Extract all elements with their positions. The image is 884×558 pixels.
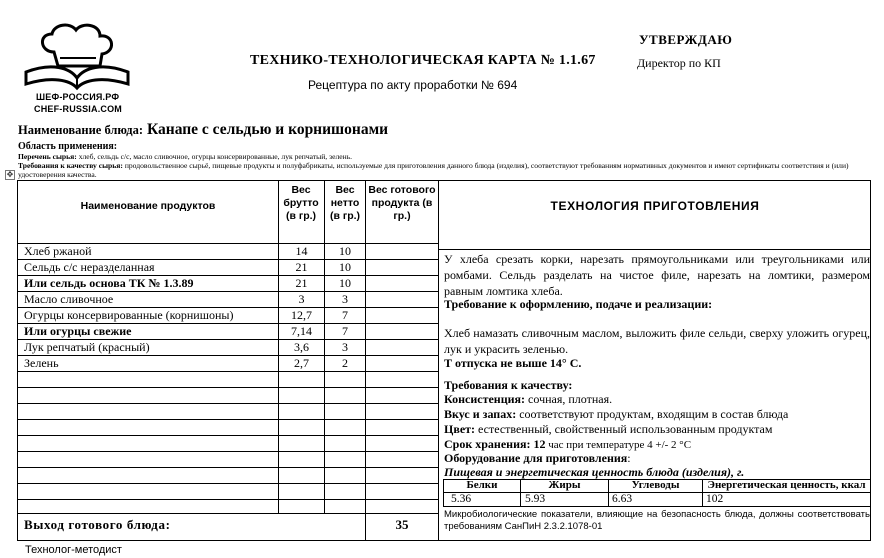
taste-value: соответствуют продуктам, входящим в состав блюда — [516, 407, 789, 421]
ingredient-label: огурцы свежие — [46, 324, 132, 338]
microbiology-note: Микробиологические показатели, влияющие на безопасность блюда, должны соответствовать требованиям СанПиН 2.3.2.1078-01 — [444, 509, 870, 532]
tech-step-1: У хлеба срезать корки, нарезать прямоугольниками или треугольниками или ромбами. Сельдь разделать на чистое филе, нарезать на ломтики, размером равным ломтика хлеба. — [444, 252, 870, 298]
director-title: Директор по КП — [637, 56, 721, 70]
technologist-signature-label: Технолог-методист — [25, 544, 122, 556]
ingredient-label: Зелень — [24, 356, 59, 370]
ingredient-gross: 21 — [295, 276, 308, 290]
design-requirements-label: Требование к оформлению, подаче и реализации: — [444, 297, 713, 311]
ingredient-net: 3 — [342, 292, 348, 306]
consistency-line — [444, 391, 870, 407]
ingredient-label: Лук репчатый (красный) — [24, 340, 150, 354]
recipe-act: Рецептура по акту проработки № 694 — [308, 78, 518, 92]
color-line — [444, 421, 870, 437]
ingredient-name — [24, 308, 233, 322]
equipment-label: Оборудование для приготовления — [444, 451, 628, 465]
consistency-label: Консистенция: — [444, 392, 526, 406]
nutrition-value-fat: 5.93 — [525, 493, 546, 505]
output-value: 35 — [395, 517, 409, 532]
ingredient-name — [24, 324, 131, 338]
taste-label: Вкус и запах: — [444, 407, 517, 421]
dish-name: Канапе с сельдью и корнишонами — [146, 121, 389, 138]
consistency-value: сочная, плотная. — [525, 392, 613, 406]
table-move-handle-icon[interactable]: ✥ — [6, 170, 14, 179]
storage-unit: час — [545, 439, 564, 451]
ingredient-name — [24, 340, 150, 354]
header-gross: Вес брутто (в гр.) — [283, 184, 319, 222]
raw-list — [18, 152, 352, 161]
storage-temp: при температуре 4 +/- 2 °С — [563, 439, 692, 451]
ingredient-label: Масло сливочное — [24, 292, 114, 306]
ingredient-net: 7 — [342, 308, 348, 322]
nutrition-header-energy: Энергетическая ценность, ккал — [707, 479, 866, 491]
ingredient-net: 3 — [342, 340, 348, 354]
nutrition-header-carbs: Углеводы — [631, 479, 680, 491]
tech-step-2: Хлеб намазать сливочным маслом, выложить филе сельди, сверху уложить огурец, лук и украсить зеленью. — [444, 326, 870, 356]
chef-russia-logo — [22, 22, 132, 122]
logo-site-en: CHEF-RUSSIA.COM — [34, 104, 122, 114]
equipment-line — [444, 450, 870, 466]
raw-requirements-label: Требования к качеству сырья: — [18, 161, 123, 170]
equipment-colon: : — [627, 451, 631, 465]
dish-line — [18, 121, 388, 139]
ingredient-gross: 7,14 — [291, 324, 312, 338]
serving-temperature: Т отпуска не выше 14° С. — [444, 356, 582, 370]
area-label: Область применения: — [18, 141, 118, 152]
approve-heading: УТВЕРЖДАЮ — [639, 32, 733, 47]
ingredient-gross: 14 — [295, 244, 308, 258]
ingredient-net: 10 — [339, 276, 351, 290]
ingredient-name — [24, 244, 92, 258]
color-value: естественный, свойственный использованным продуктам — [475, 422, 773, 436]
chef-hat-book-icon — [22, 22, 132, 92]
output-label: Выход готового блюда: — [24, 517, 171, 532]
raw-list-label: Перечень сырья: — [18, 152, 77, 161]
raw-list-text: хлеб, сельдь с/с, масло сливочное, огурцы консервированные, лук репчатый, зелень. — [76, 152, 353, 161]
storage-hours: 12 — [530, 437, 546, 451]
ingredient-name — [24, 260, 155, 274]
ingredient-gross: 12,7 — [291, 308, 312, 322]
taste-line — [444, 406, 870, 422]
header-technology: ТЕХНОЛОГИЯ ПРИГОТОВЛЕНИЯ — [550, 199, 760, 213]
raw-requirements — [18, 161, 868, 179]
nutrition-value-energy: 102 — [706, 493, 724, 505]
dish-label: Наименование блюда: — [18, 123, 143, 137]
energy-title: Пищевая и энергетическая ценность блюда (изделия), г. — [444, 465, 745, 479]
ingredient-name — [24, 276, 193, 290]
card-title: ТЕХНИКО-ТЕХНОЛОГИЧЕСКАЯ КАРТА № 1.1.67 — [250, 53, 596, 68]
nutrition-header-protein: Белки — [466, 479, 498, 491]
ingredient-net: 10 — [339, 244, 351, 258]
ingredient-label: сельдь основа ТК № 1.3.89 — [46, 276, 194, 290]
ingredient-name — [24, 292, 113, 306]
nutrition-value-carbs: 6.63 — [612, 493, 633, 505]
ingredient-prefix: Или — [24, 324, 47, 338]
ingredient-name — [24, 356, 59, 370]
ingredient-label: Сельдь с/с неразделанная — [24, 260, 155, 274]
header-ready: Вес готового продукта (в гр.) — [368, 184, 436, 222]
nutrition-value-protein: 5.36 — [451, 493, 472, 505]
color-label: Цвет: — [444, 422, 476, 436]
raw-requirements-text: продовольственное сырьё, пищевые продукты и полуфабрикаты, используемые для приготовления данного блюда (изделия), соответствуют требованиям нормативных документов и имеют сертификаты соответствия и (или) удостоверения качества. — [18, 161, 849, 179]
header-product: Наименование продуктов — [80, 200, 216, 212]
ingredient-gross: 21 — [295, 260, 308, 274]
ingredient-net: 7 — [342, 324, 348, 338]
ingredient-net: 2 — [342, 356, 348, 370]
ingredient-gross: 3 — [298, 292, 305, 306]
ingredient-label: Огурцы консервированные (корнишоны) — [24, 308, 234, 322]
nutrition-header-fat: Жиры — [548, 479, 581, 491]
ingredient-prefix: Или — [24, 276, 47, 290]
ingredient-label: Хлеб ржаной — [24, 244, 92, 258]
ingredient-net: 10 — [339, 260, 351, 274]
quality-label: Требования к качеству: — [444, 378, 573, 392]
header-net: Вес нетто (в гр.) — [329, 184, 361, 222]
ingredient-gross: 2,7 — [294, 356, 309, 370]
logo-site-ru: ШЕФ-РОССИЯ.РФ — [36, 92, 120, 102]
storage-label: Срок хранения: — [444, 437, 531, 451]
ingredient-gross: 3,6 — [294, 340, 309, 354]
